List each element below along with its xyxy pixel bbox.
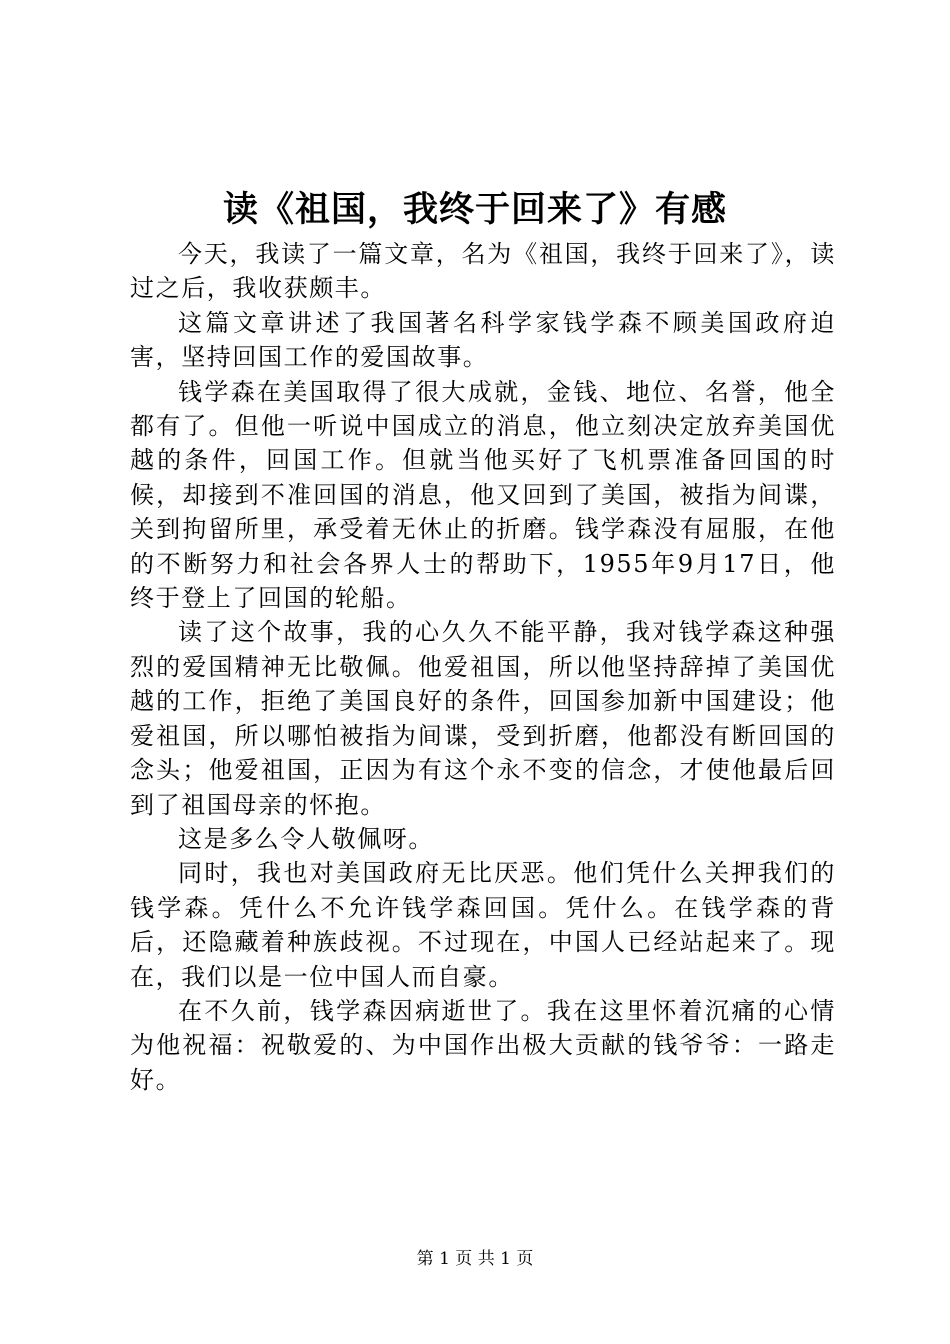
- paragraph: 这篇文章讲述了我国著名科学家钱学森不顾美国政府迫害，坚持回国工作的爱国故事。: [130, 308, 836, 372]
- document-title: 读《祖国，我终于回来了》有感: [222, 190, 727, 230]
- paragraph: 今天，我读了一篇文章，名为《祖国，我终于回来了》，读过之后，我收获颇丰。: [130, 240, 836, 303]
- paragraph: 钱学森在美国取得了很大成就，金钱、地位、名誉，他全都有了。但他一听说中国成立的消息，他立刻决定放弃美国优越的条件，回国工作。但就当他买好了飞机票准备回国的时候，却接到不准回国的消息，他又回到了美国，被指为间谍，关到拘留所里，承受着无休止的折磨。钱学森没有屈服，在他的不断努力和社会各界人士的帮助下，1955年9月17日，他终于登上了回国的轮船。: [130, 377, 836, 613]
- paragraph: 这是多么令人敬佩呀。: [178, 824, 434, 853]
- paragraph: 读了这个故事，我的心久久不能平静，我对钱学森这种强烈的爱国精神无比敬佩。他爱祖国，所以他坚持辞掉了美国优越的工作，拒绝了美国良好的条件，回国参加新中国建设；他爱祖国，所以哪怕被指为间谍，受到折磨，他都没有断回国的念头；他爱祖国，正因为有这个永不变的信念，才使他最后回到了祖国母亲的怀抱。: [130, 618, 836, 819]
- page-number-footer: 第 1 页 共 1 页: [416, 1249, 534, 1269]
- paragraph: 在不久前，钱学森因病逝世了。我在这里怀着沉痛的心情为他祝福：祝敬爱的、为中国作出极大贡献的钱爷爷：一路走好。: [130, 996, 836, 1094]
- paragraph: 同时，我也对美国政府无比厌恶。他们凭什么关押我们的钱学森。凭什么不允许钱学森回国。凭什么。在钱学森的背后，还隐藏着种族歧视。不过现在，中国人已经站起来了。现在，我们以是一位中国人而自豪。: [130, 859, 836, 991]
- document-body: [130, 237, 836, 1097]
